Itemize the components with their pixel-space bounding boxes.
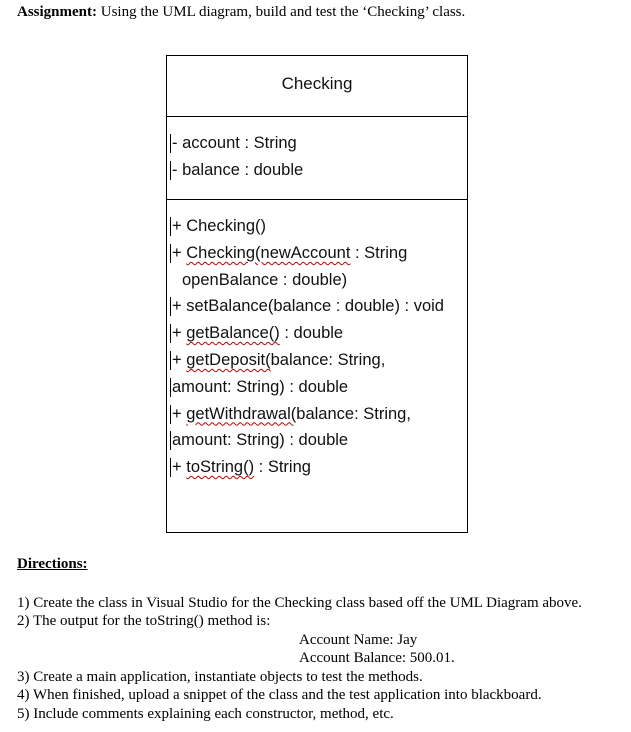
uml-method-constructor-default: + Checking() xyxy=(172,217,266,235)
direction-step-4: 4) When finished, upload a snippet of the class and the test application into blackboard. xyxy=(17,687,542,703)
uml-method-to-string: + toString() : String xyxy=(172,458,311,477)
uml-method-get-deposit-cont: amount: String) : double xyxy=(172,377,349,396)
spellcheck-underline: getDeposit( xyxy=(186,350,271,369)
uml-method-get-withdrawal-cont: amount: String) : double xyxy=(172,431,349,450)
assignment-text: Using the UML diagram, build and test the ‘Checking’ class. xyxy=(100,4,466,20)
uml-method-constructor-params: + Checking(newAccount : String xyxy=(172,243,408,262)
uml-method-get-deposit: + getDeposit(balance: String, xyxy=(172,350,386,369)
direction-step-2: 2) The output for the toString() method is: xyxy=(17,613,271,629)
direction-step-5: 5) Include comments explaining each constructor, method, etc. xyxy=(17,706,394,722)
uml-attributes-section xyxy=(167,117,467,200)
output-account-name: Account Name: Jay xyxy=(299,632,418,648)
output-account-balance: Account Balance: 500.01. xyxy=(299,650,455,666)
spellcheck-underline: getBalance() xyxy=(186,324,280,343)
uml-class-diagram xyxy=(166,55,468,533)
uml-method-constructor-params-cont: openBalance : double) xyxy=(182,270,348,289)
uml-class-name: Checking xyxy=(167,56,467,117)
direction-step-1: 1) Create the class in Visual Studio for the Checking class based off the UML Diagram above. xyxy=(17,595,582,611)
spellcheck-underline: Checking(newAccount xyxy=(186,243,351,262)
spellcheck-underline: toString() xyxy=(186,458,255,477)
assignment-statement xyxy=(17,4,465,21)
uml-attribute-account: - account : String xyxy=(172,134,297,152)
uml-methods-section xyxy=(167,200,467,481)
uml-method-get-withdrawal: + getWithdrawal(balance: String, xyxy=(172,404,411,423)
spellcheck-underline: getWithdrawal( xyxy=(186,404,297,423)
uml-method-get-balance: + getBalance() : double xyxy=(172,324,344,343)
direction-step-3: 3) Create a main application, instantiate objects to test the methods. xyxy=(17,669,423,685)
assignment-label: Assignment: xyxy=(17,4,98,20)
uml-attribute-balance: - balance : double xyxy=(172,160,304,179)
directions-heading: Directions: xyxy=(17,556,88,572)
uml-method-set-balance: + setBalance(balance : double) : void xyxy=(172,297,444,316)
